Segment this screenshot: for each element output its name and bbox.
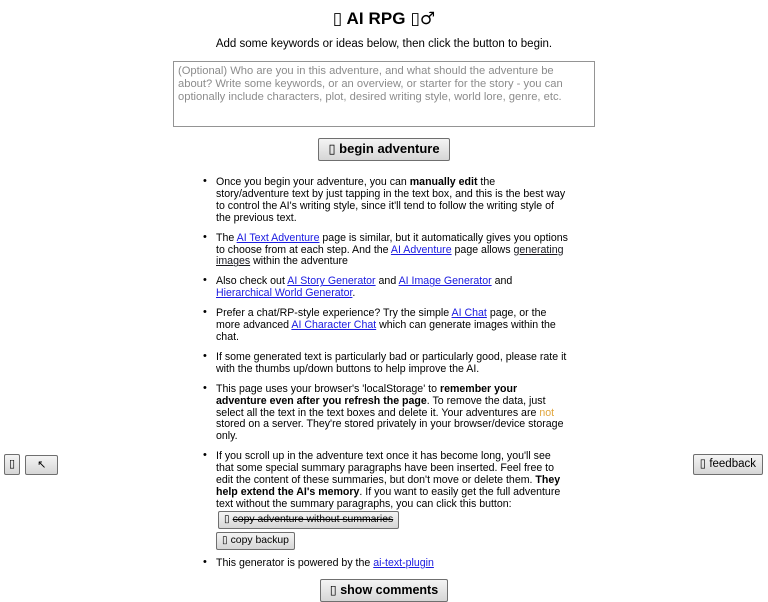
bullet4-text-b: page, or the more advanced: [216, 307, 547, 332]
bullet7-bold: They help extend the AI's memory: [216, 474, 561, 498]
ai-character-chat-link[interactable]: AI Character Chat: [291, 319, 377, 332]
cursor-mode-button[interactable]: [25, 455, 58, 475]
begin-adventure-row: [0, 138, 768, 161]
copy-without-summaries-icon: ▯: [224, 512, 230, 525]
copy-backup-button[interactable]: [216, 532, 295, 550]
show-comments-row: [0, 579, 768, 602]
ai-chat-link[interactable]: AI Chat: [451, 307, 487, 320]
bullet6-text-c: stored on a server. They're stored privately in your browser/device storage only.: [216, 418, 564, 443]
bottom-left-toolbar: [4, 454, 58, 475]
bullet2-text-a: The: [216, 231, 237, 244]
bullet8-text-a: This generator is powered by the: [216, 556, 374, 569]
ai-image-generator-link[interactable]: AI Image Generator: [398, 275, 492, 288]
bullet3-text-d: .: [352, 287, 356, 300]
feedback-icon: ▯: [699, 456, 707, 470]
bullet4-text-c: which can generate images within the chat.: [216, 319, 556, 343]
begin-label: begin adventure: [339, 141, 440, 156]
info-list: [0, 177, 568, 570]
page-subtitle: Add some keywords or ideas below, then click the button to begin.: [215, 38, 553, 50]
copy-backup-label: copy backup: [230, 534, 289, 546]
prompt-container: [173, 61, 595, 130]
copy-without-summaries-label: copy adventure without summaries: [232, 513, 394, 525]
title-suffix-icon: ▯♂: [410, 9, 436, 29]
bullet1-text-b: the story/adventure text by just tapping in the text box, and this is the best way to control the AI's writing style, since it'll tend to follow the writing style of the previous text.: [216, 176, 566, 224]
ai-text-plugin-link[interactable]: ai-text-plugin: [373, 556, 434, 569]
prompt-input[interactable]: [173, 61, 595, 127]
list-item: [216, 233, 568, 269]
title-text: AI RPG: [346, 9, 406, 28]
show-comments-label: show comments: [340, 582, 439, 597]
begin-adventure-button[interactable]: [318, 138, 449, 161]
bullet4-text-a: Prefer a chat/RP-style experience? Try the simple: [216, 307, 452, 320]
bottom-right-toolbar: [693, 454, 763, 475]
show-comments-button[interactable]: [320, 579, 448, 602]
feedback-button[interactable]: [693, 454, 763, 475]
list-item: [216, 558, 568, 570]
bullet7-text-a: If you scroll up in the adventure text once it has become long, you'll see that some special summary paragraphs have been inserted. Feel free to edit the content of these summaries, but don't move or delete them.: [216, 450, 555, 487]
list-item: [216, 276, 568, 300]
list-item: [216, 308, 568, 344]
bullet6-warning-word: not: [539, 406, 555, 419]
generating-images-link[interactable]: generating images: [216, 243, 564, 268]
bullet6-text-b: . To remove the data, just select all the text in the text boxes and delete it. Your adventures are: [216, 394, 546, 419]
bullet6-text-a: This page uses your browser's 'localStorage' to: [216, 382, 440, 395]
list-item: [216, 352, 568, 376]
bullet7-text-b: . If you want to easily get the full adventure text without the summary paragraphs, you can click this button:: [216, 485, 561, 510]
hierarchical-world-generator-link[interactable]: Hierarchical World Generator: [216, 287, 353, 300]
copy-adventure-without-summaries-button[interactable]: [218, 511, 399, 529]
ai-adventure-link[interactable]: AI Adventure: [390, 243, 452, 256]
bottom-square-button[interactable]: [4, 454, 20, 475]
bottom-square-icon: ▯: [9, 457, 16, 470]
bullet3-text-b: and: [375, 275, 399, 288]
bullet3-text-a: Also check out: [216, 275, 288, 288]
bullet2-text-d: within the adventure: [250, 255, 348, 268]
begin-icon: ▯: [328, 142, 336, 157]
copy-backup-icon: ▯: [222, 533, 228, 546]
bullet5-text: If some generated text is particularly bad or particularly good, please rate it with the thumbs up/down buttons to help improve the AI.: [216, 350, 567, 375]
title-prefix-icon: ▯: [332, 9, 343, 29]
bullet2-text-b: page is similar, but it automatically gives you options to choose from at each step. And the: [216, 231, 568, 256]
bullet2-text-c: page allows: [451, 243, 514, 256]
page-title: [0, 0, 768, 29]
bullet1-text-a: Once you begin your adventure, you can: [216, 176, 410, 188]
feedback-label: feedback: [709, 458, 756, 470]
ai-story-generator-link[interactable]: AI Story Generator: [287, 275, 376, 288]
list-item: [216, 384, 568, 444]
list-item: [216, 177, 568, 225]
show-comments-icon: ▯: [329, 581, 337, 597]
ai-text-adventure-link[interactable]: AI Text Adventure: [236, 231, 320, 244]
bullet3-text-c: and: [491, 275, 513, 288]
bullet6-bold: remember your adventure even after you refresh the page: [216, 382, 518, 407]
cursor-icon: ↖: [37, 457, 47, 471]
bullet1-bold: manually edit: [409, 176, 478, 188]
list-item: [216, 451, 568, 550]
